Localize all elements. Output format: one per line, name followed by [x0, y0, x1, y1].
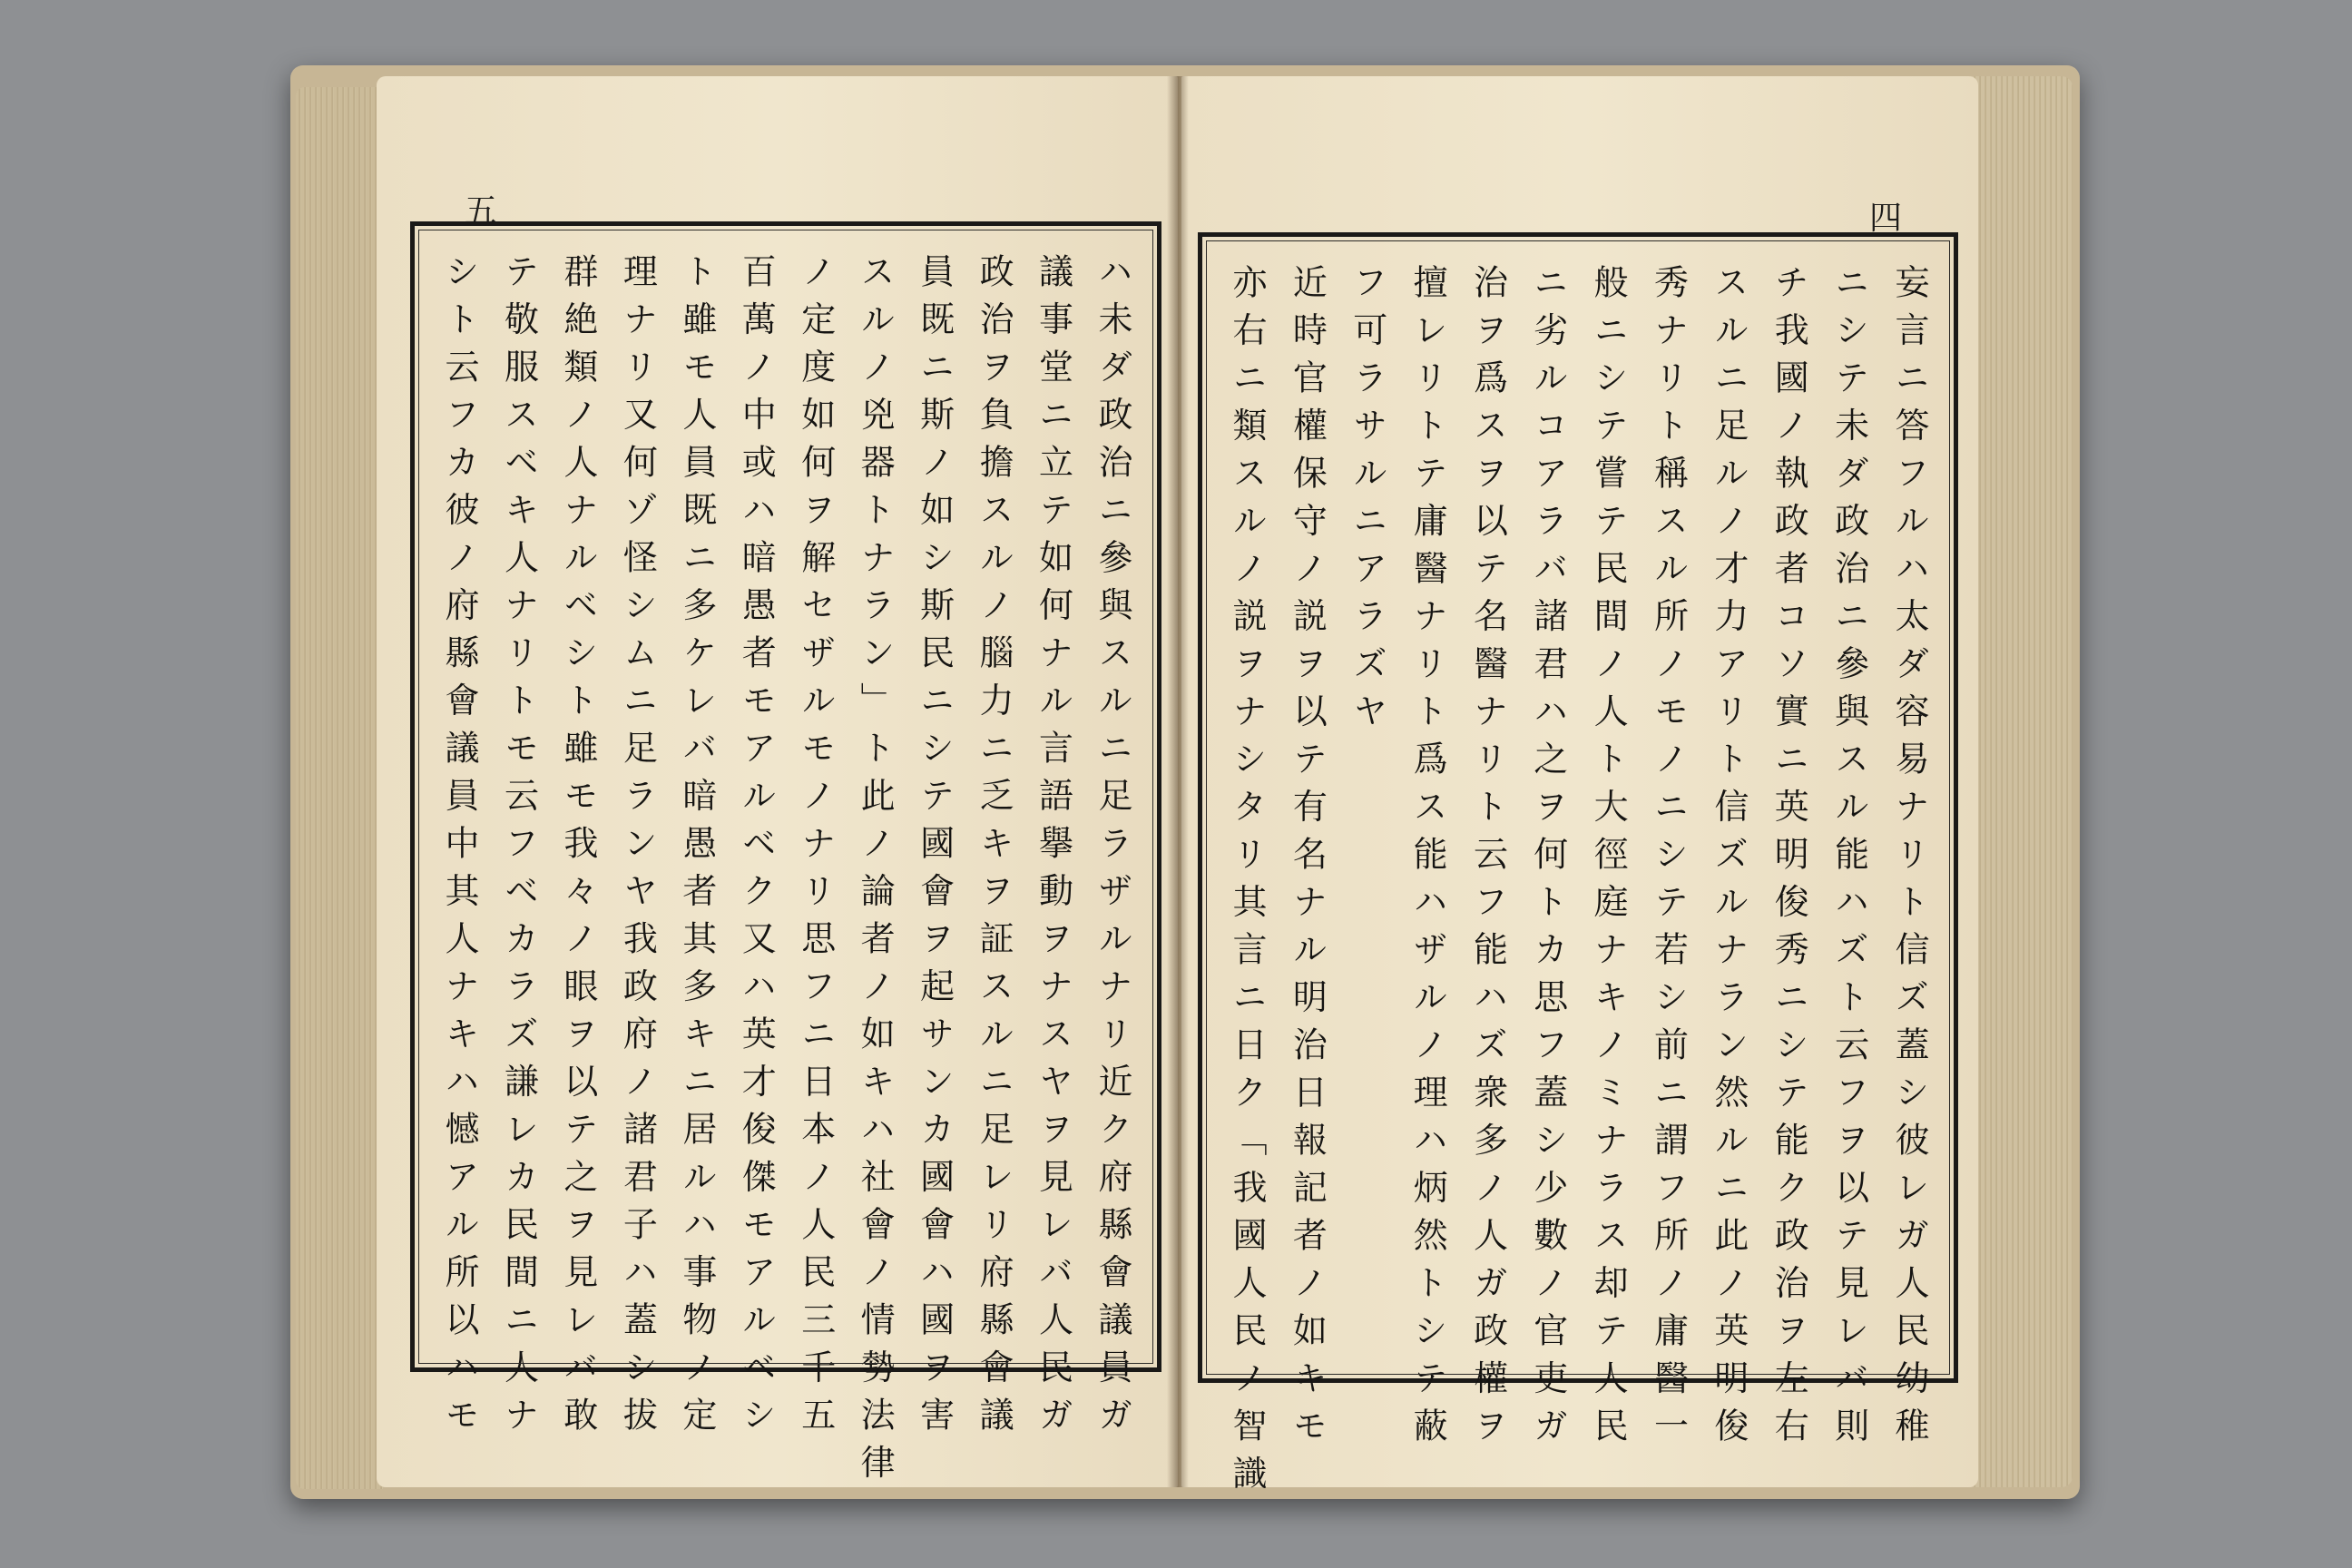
text-column: ノ定度如何ヲ解セザルモノナリ思フニ日本ノ人民三千五: [795, 253, 836, 1445]
text-column: 議事堂ニ立テ如何ナル言語擧動ヲナスヤヲ見レバ人民ガ: [1033, 253, 1073, 1445]
text-column: スルノ兇器トナラン」ト此ノ論者ノ如キハ社會ノ情勢法律: [855, 253, 896, 1492]
text-column: 政治ヲ負擔スルノ腦力ニ乏キヲ証スルニ足レリ府縣會議: [974, 253, 1014, 1445]
book-gutter: [1167, 76, 1189, 1487]
text-column: ニシテ未ダ政治ニ參與スル能ハズト云フヲ以テ見レバ則: [1828, 264, 1869, 1455]
left-text-frame: [410, 221, 1161, 1492]
text-column: 擅レリトテ庸醫ナリト爲ス能ハザルノ理ハ炳然トシテ蔽: [1407, 264, 1448, 1455]
text-column: ニ劣ルコアラバ諸君ハ之ヲ何トカ思フ蓋シ少數ノ官吏ガ: [1527, 264, 1568, 1455]
left-text-block: [439, 253, 1132, 1492]
text-column: 治ヲ爲スヲ以テ名醫ナリト云フ能ハズ衆多ノ人ガ政權ヲ: [1467, 264, 1508, 1455]
text-column: 員既ニ斯ノ如シ斯民ニシテ國會ヲ起サンカ國會ハ國ヲ害: [914, 253, 955, 1445]
right-text-frame: [1198, 232, 1958, 1503]
page-edges-left: [296, 87, 383, 1489]
text-column: 亦右ニ類スルノ説ヲナシタリ其言ニ日ク「我國人民ノ智識: [1227, 264, 1267, 1503]
text-column: 秀ナリト稱スル所ノモノニシテ若シ前ニ謂フ所ノ庸醫一: [1648, 264, 1689, 1455]
text-column: 妄言ニ答フルハ太ダ容易ナリト信ズ蓋シ彼レガ人民幼稚: [1888, 264, 1929, 1455]
right-text-block: [1227, 264, 1929, 1503]
text-column: テ敬服スベキ人ナリトモ云フベカラズ謙レカ民間ニ人ナ: [498, 253, 539, 1445]
text-column: 群絶類ノ人ナルベシト雖モ我々ノ眼ヲ以テ之ヲ見レバ敢: [557, 253, 598, 1445]
text-column: 近時官權保守ノ説ヲ以テ有名ナル明治日報記者ノ如キモ: [1287, 264, 1328, 1455]
text-column: シト云フカ彼ノ府縣會議員中其人ナキハ憾アル所以ハモ: [439, 253, 479, 1445]
text-column: スルニ足ルノ才力アリト信ズルナラン然ルニ此ノ英明俊: [1708, 264, 1749, 1455]
text-column: フ可ラサルニアラズヤ: [1347, 264, 1387, 740]
text-column: 理ナリ又何ゾ怪シムニ足ランヤ我政府ノ諸君子ハ蓋シ拔: [617, 253, 658, 1445]
text-column: 般ニシテ嘗テ民間ノ人ト大徑庭ナキノミナラス却テ人民: [1588, 264, 1629, 1455]
text-column: チ我國ノ執政者コソ實ニ英明俊秀ニシテ能ク政治ヲ左右: [1769, 264, 1809, 1455]
page-edges-right: [1965, 76, 2073, 1487]
right-page-number: 四: [1869, 200, 1903, 237]
text-column: ト雖モ人員既ニ多ケレバ暗愚者其多キニ居ルハ事物ノ定: [676, 253, 717, 1445]
text-column: ハ未ダ政治ニ參與スルニ足ラザルナリ近ク府縣會議員ガ: [1092, 253, 1132, 1445]
left-page-number: 五: [465, 192, 498, 230]
text-column: 百萬ノ中或ハ暗愚者モアルベク又ハ英才俊傑モアルベシ: [736, 253, 777, 1445]
